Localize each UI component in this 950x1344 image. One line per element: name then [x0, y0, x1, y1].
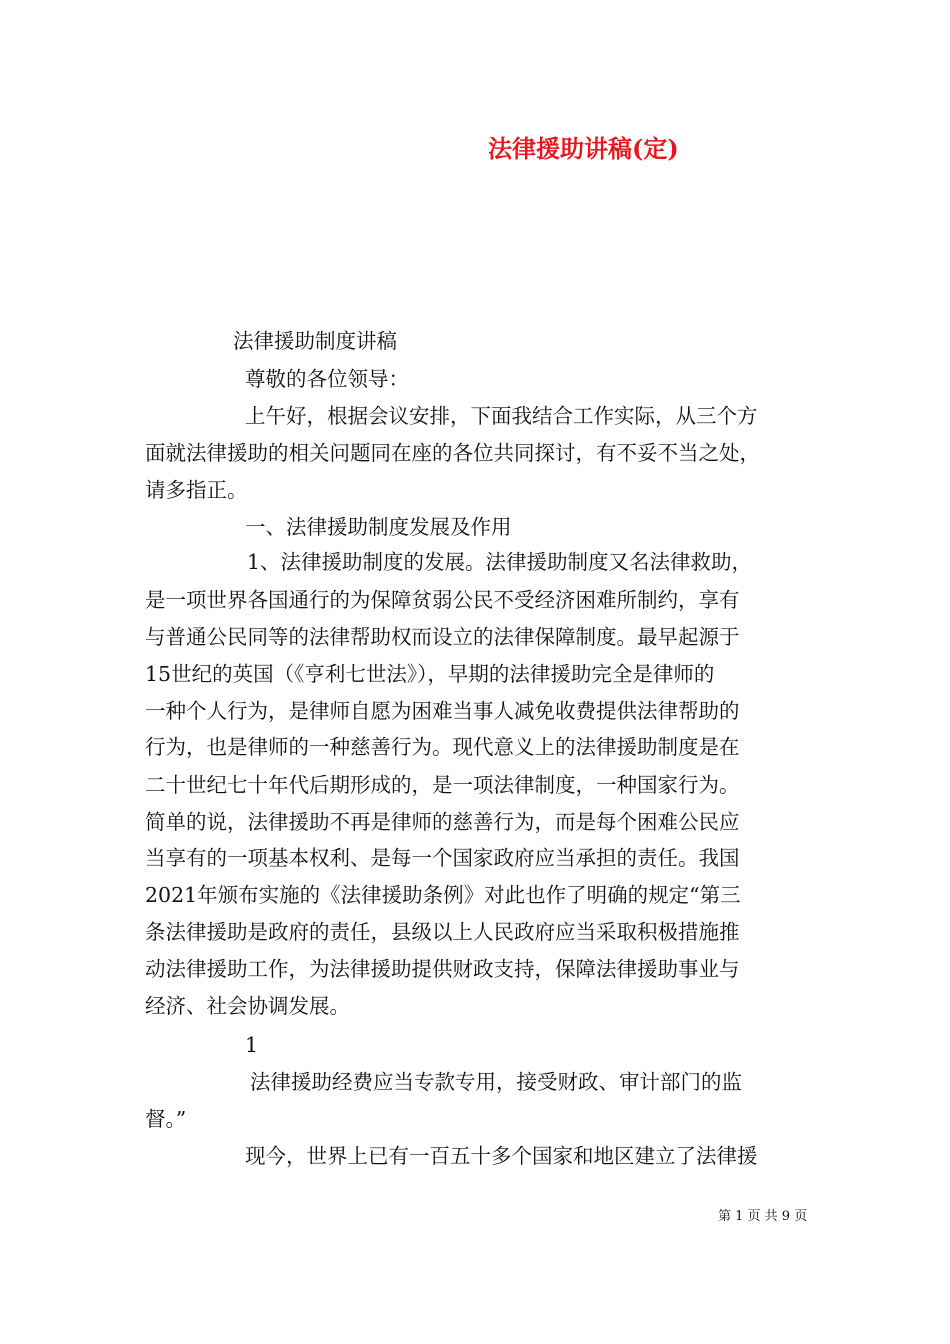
- document-subtitle: 法律援助制度讲稿: [233, 329, 397, 353]
- paragraph-line: 面就法律援助的相关问题同在座的各位共同探讨，有不妥不当之处，: [145, 441, 760, 465]
- paragraph-line: 2021年颁布实施的《法律援助条例》对此也作了明确的规定“第三: [145, 883, 741, 907]
- paragraph-line: 与普通公民同等的法律帮助权而设立的法律保障制度。最早起源于: [145, 625, 740, 649]
- section-heading: 一、法律援助制度发展及作用: [245, 515, 512, 539]
- paragraph-line: 法律援助经费应当专款专用，接受财政、审计部门的监: [250, 1070, 742, 1094]
- paragraph-line: 督。”: [145, 1107, 187, 1131]
- paragraph-line: 当享有的一项基本权利、是每一个国家政府应当承担的责任。我国: [145, 846, 740, 870]
- paragraph-line: 15世纪的英国（《亨利七世法》），早期的法律援助完全是律师的: [145, 662, 715, 686]
- page-break-marker: 1: [245, 1033, 259, 1057]
- paragraph-line: 是一项世界各国通行的为保障贫弱公民不受经济困难所制约，享有: [145, 588, 740, 612]
- paragraph-line: 二十世纪七十年代后期形成的，是一项法律制度，一种国家行为。: [145, 773, 740, 797]
- paragraph-line: 动法律援助工作，为法律援助提供财政支持，保障法律援助事业与: [145, 957, 740, 981]
- paragraph-line: 一种个人行为，是律师自愿为困难当事人减免收费提供法律帮助的: [145, 699, 740, 723]
- paragraph-line: 条法律援助是政府的责任，县级以上人民政府应当采取积极措施推: [145, 920, 740, 944]
- page-number: 第 1 页 共 9 页: [718, 1209, 808, 1224]
- paragraph-line: 上午好，根据会议安排，下面我结合工作实际，从三个方: [245, 404, 758, 428]
- paragraph-line: 1、法律援助制度的发展。法律援助制度又名法律救助，: [247, 550, 753, 574]
- paragraph-line: 请多指正。: [145, 478, 248, 502]
- greeting: 尊敬的各位领导：: [245, 367, 409, 391]
- paragraph-line: 现今，世界上已有一百五十多个国家和地区建立了法律援: [245, 1144, 758, 1168]
- paragraph-line: 行为，也是律师的一种慈善行为。现代意义上的法律援助制度是在: [145, 735, 740, 759]
- document-title: 法律援助讲稿(定): [488, 134, 679, 163]
- paragraph-line: 经济、社会协调发展。: [145, 994, 350, 1018]
- paragraph-line: 简单的说，法律援助不再是律师的慈善行为，而是每个困难公民应: [145, 810, 740, 834]
